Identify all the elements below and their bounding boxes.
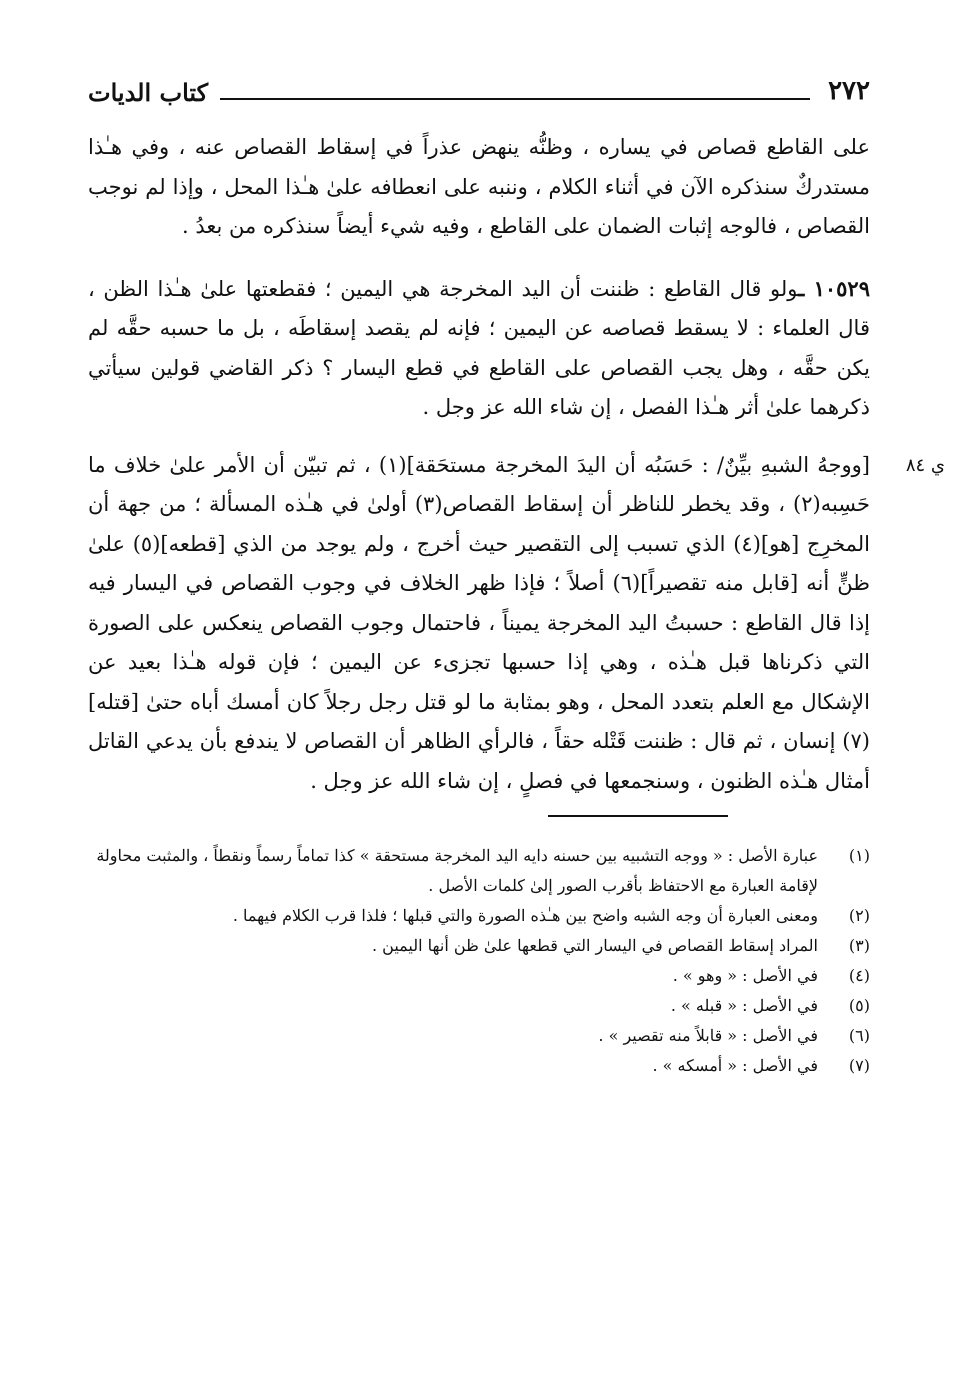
footnote-text: المراد إسقاط القصاص في اليسار التي قطعها علىٰ ظن أنها اليمين .: [371, 936, 818, 955]
page-header: [88, 70, 870, 112]
paragraph-text: [ووجهُ الشبهِ بيِّنٌ/ : حَسَبُه أن اليدَ المخرجة مستحَقة](١) ، ثم تبيّن أن الأمر علىٰ خلاف ما حَسِبه(٢) ، وقد يخطر للناظر أن إسقاط القصاص(٣) أولىٰ في هـٰذه المسألة ؛ من جهة أن المخرِج [هو](٤) الذي تسبب إلى التقصير حيث أخرج ، ولم يوجد من الذي [قطعه](٥) علىٰ ظنٍّ أنه [قابل منه تقصيراً](٦) أصلاً ؛ فإذا ظهر الخلاف في وجوب القصاص في اليسار فيه إذا قال القاطع : حسبتُ اليد المخرجة يميناً ، فاحتمال وجوب القصاص ينعكس على الصورة التي ذكرناها قبل هـٰذه ، وهي إذا حسبها تجزىء عن اليمين ؛ فإن قوله هـٰذا بعيد عن الإشكال مع العلم بتعدد المحل ، وهو بمثابة ما لو قتل رجل رجلاً كان أمسك أباه حتىٰ [قتله](٧) إنسان ، ثم قال : ظننت قَتْله حقاً ، فالرأي الظاهر أن القصاص لا يندفع بأن يدعي القاتل أمثال هـٰذه الظنون ، وسنجمعها في فصلٍ ، إن شاء الله عز وجل .: [88, 452, 871, 793]
footnote-number: (٢): [848, 906, 870, 925]
footnote: [88, 1051, 870, 1081]
paragraph-text: [88, 269, 870, 428]
paragraph-text: على القاطع قصاص في يساره ، وظنُّه ينهض عذراً في إسقاط القصاص عنه ، وفي هـٰذا مستدركٌ سنذكره الآن في أثناء الكلام ، وننبه على انعطافه علىٰ هـٰذا المحل ، وإذا لم نوجب القصاص ، فالوجه إثبات الضمان على القاطع ، وفيه شيء أيضاً سنذكره من بعدُ .: [88, 135, 870, 238]
paragraph-body: ولو قال القاطع : ظننت أن اليد المخرجة هي اليمين ؛ فقطعتها علىٰ هـٰذا الظن ، قال العلماء : لا يسقط قصاصه عن اليمين ؛ فإنه لم يقصد إسقاطَه ، بل ما حسبه حقَّه لم يكن حقَّه ، وهل يجب القصاص على القاطع في قطع اليسار ؟ ذكر القاضي قولين سيأتي ذكرهما علىٰ أثر هـٰذا الفصل ، إن شاء الله عز وجل .: [88, 276, 870, 419]
paragraph-continuation: [88, 128, 870, 247]
footnote-separator: [548, 815, 728, 817]
footnote-number: (٧): [848, 1056, 870, 1075]
footnote-number: (٤): [848, 966, 870, 985]
footnote-number: (١): [848, 846, 870, 865]
issue-number: ١٠٥٢٩ ـ: [798, 275, 870, 301]
footnote-text: في الأصل : « أمسكه » .: [652, 1056, 818, 1075]
footnote: [88, 961, 870, 991]
footnote: [88, 931, 870, 961]
book-page: [88, 70, 945, 1081]
footnote: [88, 841, 870, 901]
footnote-text: في الأصل : « قابلاً منه تقصير » .: [598, 1026, 818, 1045]
header-rule: [220, 98, 810, 100]
footnote: [88, 1021, 870, 1051]
footnote: [88, 991, 870, 1021]
footnote-number: (٦): [848, 1026, 870, 1045]
page-number: ٢٧٢: [828, 76, 870, 106]
manuscript-margin-note: ي ٨٤: [905, 454, 945, 476]
footnote-text: عبارة الأصل : « ووجه التشبيه بين حسنه دايه اليد المخرجة مستحقة » كذا تماماً رسماً ونقطاً ، والمثبت محاولة لإقامة العبارة مع الاحتفاظ بأقرب الصور إلىٰ كلمات الأصل .: [96, 846, 818, 895]
book-title: كتاب الديات: [88, 78, 209, 107]
footnote-text: ومعنى العبارة أن وجه الشبه واضح بين هـٰذه الصورة والتي قبلها ؛ فلذا قرب الكلام فيهما .: [232, 906, 818, 925]
footnote-number: (٥): [848, 996, 870, 1015]
footnote-text: في الأصل : « وهو » .: [672, 966, 818, 985]
paragraph-issue-10529: [88, 269, 870, 428]
footnote-number: (٣): [848, 936, 870, 955]
footnote-text: في الأصل : « قبله » .: [670, 996, 818, 1015]
footnotes: [88, 841, 870, 1081]
paragraph-similarity: [88, 446, 945, 802]
footnote: [88, 901, 870, 931]
